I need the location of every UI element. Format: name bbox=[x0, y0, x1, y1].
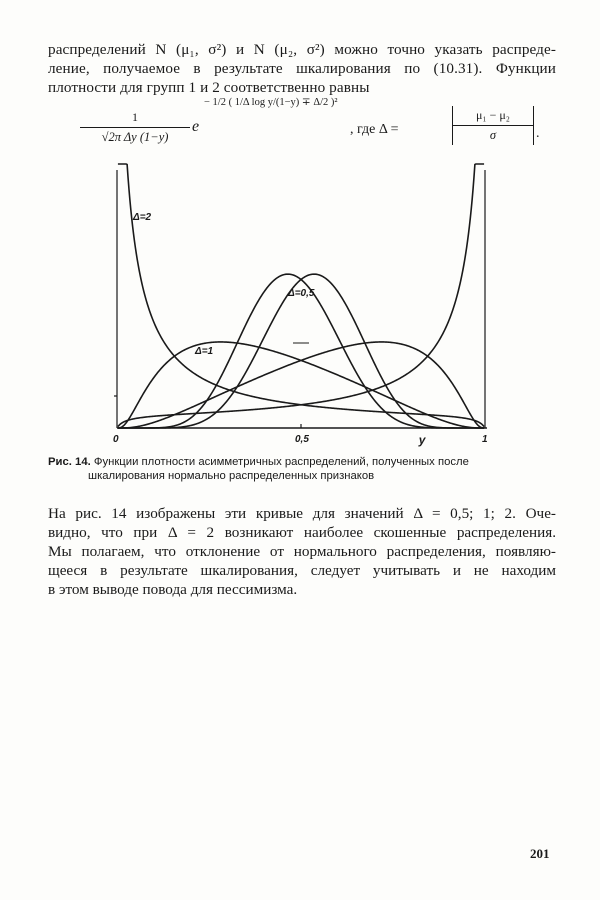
formula-denominator: √2π Δy (1−y) bbox=[101, 130, 169, 144]
paragraph-top bbox=[48, 40, 556, 97]
annotation-delta-2: Δ=2 bbox=[133, 212, 152, 223]
labels-layer bbox=[113, 212, 488, 447]
delta-definition bbox=[452, 106, 534, 145]
fraction-bar bbox=[453, 125, 533, 126]
formula-numerator: 1 bbox=[132, 110, 138, 124]
formula-end-dot: . bbox=[536, 126, 540, 141]
density-formula bbox=[80, 96, 550, 156]
text-line: ление, получаемое в результате шкалирования по (10.31). Функции bbox=[48, 60, 556, 77]
formula-exponent: − 1/2 ( 1/Δ log y/(1−y) ∓ Δ/2 )² bbox=[204, 97, 338, 108]
caption-line-2: шкалирования нормально распределенных признаков bbox=[88, 470, 375, 482]
density-curves-chart bbox=[100, 160, 520, 450]
x-tick-label-0-5: 0,5 bbox=[295, 434, 309, 445]
x-tick-label-1: 1 bbox=[482, 434, 488, 445]
caption-line-1: Функции плотности асимметричных распределений, полученных после bbox=[93, 456, 469, 468]
paragraph-bottom bbox=[48, 504, 556, 599]
text-line: распределений N (μ₁, σ²) и N (μ₂, σ²) можно точно указать распреде- bbox=[48, 41, 556, 58]
text-line: видно, что при Δ = 2 возникают наиболее скошенные распределения. bbox=[48, 524, 556, 541]
text-line: в этом выводе повода для пессимизма. bbox=[48, 581, 298, 598]
formula-where-clause: , где Δ = bbox=[350, 122, 399, 137]
formula-exponential-base: e bbox=[192, 118, 200, 135]
figure-caption bbox=[48, 455, 558, 483]
x-axis-symbol: y bbox=[418, 433, 426, 447]
delta-numerator: μ₁ − μ₂ bbox=[475, 108, 510, 122]
fraction-bar bbox=[80, 127, 190, 128]
delta-denominator: σ bbox=[489, 128, 497, 142]
page-number: 201 bbox=[530, 846, 550, 861]
text-line: щееся в результате шкалирования, следует учитывать и не находим bbox=[48, 562, 556, 579]
caption-label: Рис. 14. bbox=[48, 456, 91, 468]
formula-fraction bbox=[80, 110, 190, 145]
text-line: На рис. 14 изображены эти кривые для значений Δ = 0,5; 1; 2. Оче- bbox=[48, 505, 556, 522]
text-line: плотности для групп 1 и 2 соответственно равны bbox=[48, 79, 370, 96]
x-tick-label-0: 0 bbox=[113, 434, 119, 445]
axes-layer bbox=[114, 170, 487, 428]
annotation-delta-1: Δ=1 bbox=[195, 346, 214, 357]
annotation-delta-0-5: Δ=0,5 bbox=[288, 288, 315, 299]
text-line: Мы полагаем, что отклонение от нормального распределения, появляю- bbox=[48, 543, 556, 560]
